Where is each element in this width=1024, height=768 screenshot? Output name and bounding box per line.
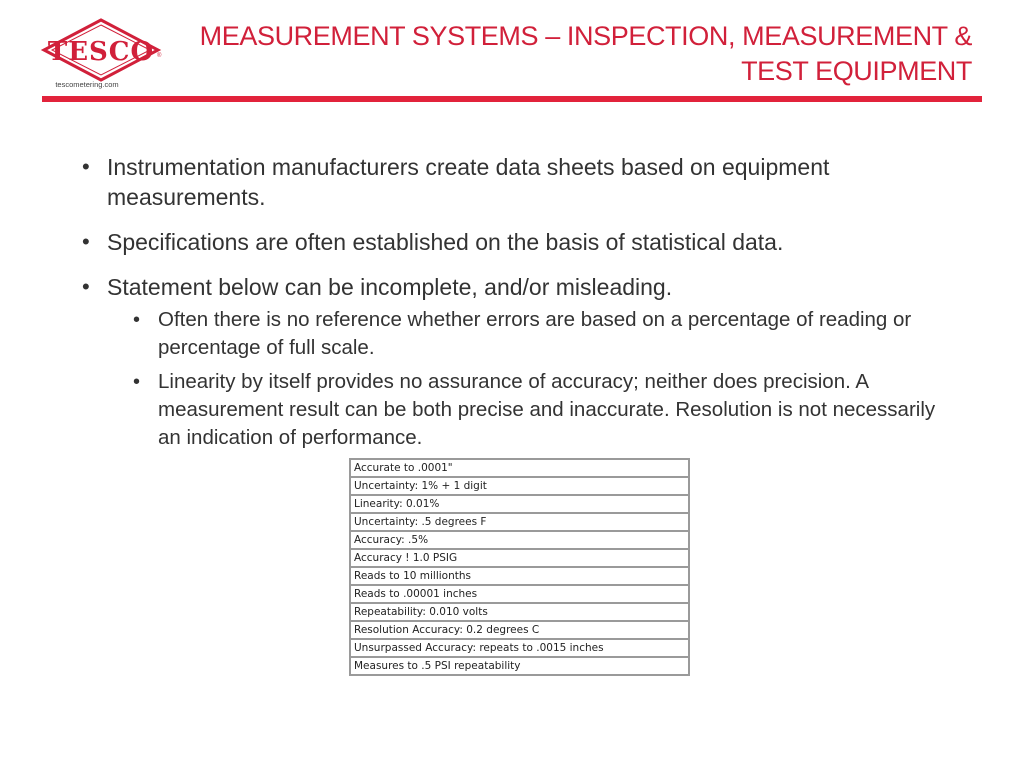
table-cell: Linearity: 0.01% xyxy=(350,495,689,513)
table-cell: Repeatability: 0.010 volts xyxy=(350,603,689,621)
logo-url: tescometering.com xyxy=(55,80,119,89)
table-row xyxy=(350,549,689,567)
table-row xyxy=(350,495,689,513)
table-cell: Reads to 10 millionths xyxy=(350,567,689,585)
table-row xyxy=(350,567,689,585)
table-row xyxy=(350,621,689,639)
table-row xyxy=(350,513,689,531)
table-cell: Uncertainty: .5 degrees F xyxy=(350,513,689,531)
bullet-item: • Statement below can be incomplete, and/or misleading. xyxy=(80,272,960,302)
title-line-2: TEST EQUIPMENT xyxy=(741,56,972,86)
table-cell: Unsurpassed Accuracy: repeats to .0015 inches xyxy=(350,639,689,657)
table-row xyxy=(350,603,689,621)
sub-bullet-item: • Linearity by itself provides no assurance of accuracy; neither does precision. A measurement result can be both precise and inaccurate. Resolution is not necessarily an indication of performance. xyxy=(131,368,960,452)
table-cell: Measures to .5 PSI repeatability xyxy=(350,657,689,675)
table-row xyxy=(350,477,689,495)
table-row xyxy=(350,639,689,657)
bullet-item: • Specifications are often established on the basis of statistical data. xyxy=(80,227,960,257)
bullet-item: • Instrumentation manufacturers create data sheets based on equipment measurements. xyxy=(80,152,960,212)
table-cell: Resolution Accuracy: 0.2 degrees C xyxy=(350,621,689,639)
table-row xyxy=(350,657,689,675)
logo-wordmark: TESCO xyxy=(47,37,155,67)
svg-text:®: ® xyxy=(157,53,162,59)
table-cell: Accurate to .0001" xyxy=(350,459,689,477)
table-row xyxy=(350,585,689,603)
bullet-list xyxy=(80,152,960,302)
sub-bullet-item: • Often there is no reference whether errors are based on a percentage of reading or percentage of full scale. xyxy=(131,306,960,362)
table-row xyxy=(350,459,689,477)
tesco-logo-diamond xyxy=(40,18,162,82)
spec-statements-table xyxy=(349,458,690,676)
page-title xyxy=(172,19,972,89)
table-cell: Reads to .00001 inches xyxy=(350,585,689,603)
header-divider xyxy=(42,96,982,102)
slide-body xyxy=(80,152,960,458)
title-line-1: MEASUREMENT SYSTEMS – INSPECTION, MEASUREMENT & xyxy=(199,21,972,51)
table-cell: Uncertainty: 1% + 1 digit xyxy=(350,477,689,495)
table-row xyxy=(350,531,689,549)
sub-bullet-list xyxy=(131,306,960,452)
table-cell: Accuracy ! 1.0 PSIG xyxy=(350,549,689,567)
table-cell: Accuracy: .5% xyxy=(350,531,689,549)
